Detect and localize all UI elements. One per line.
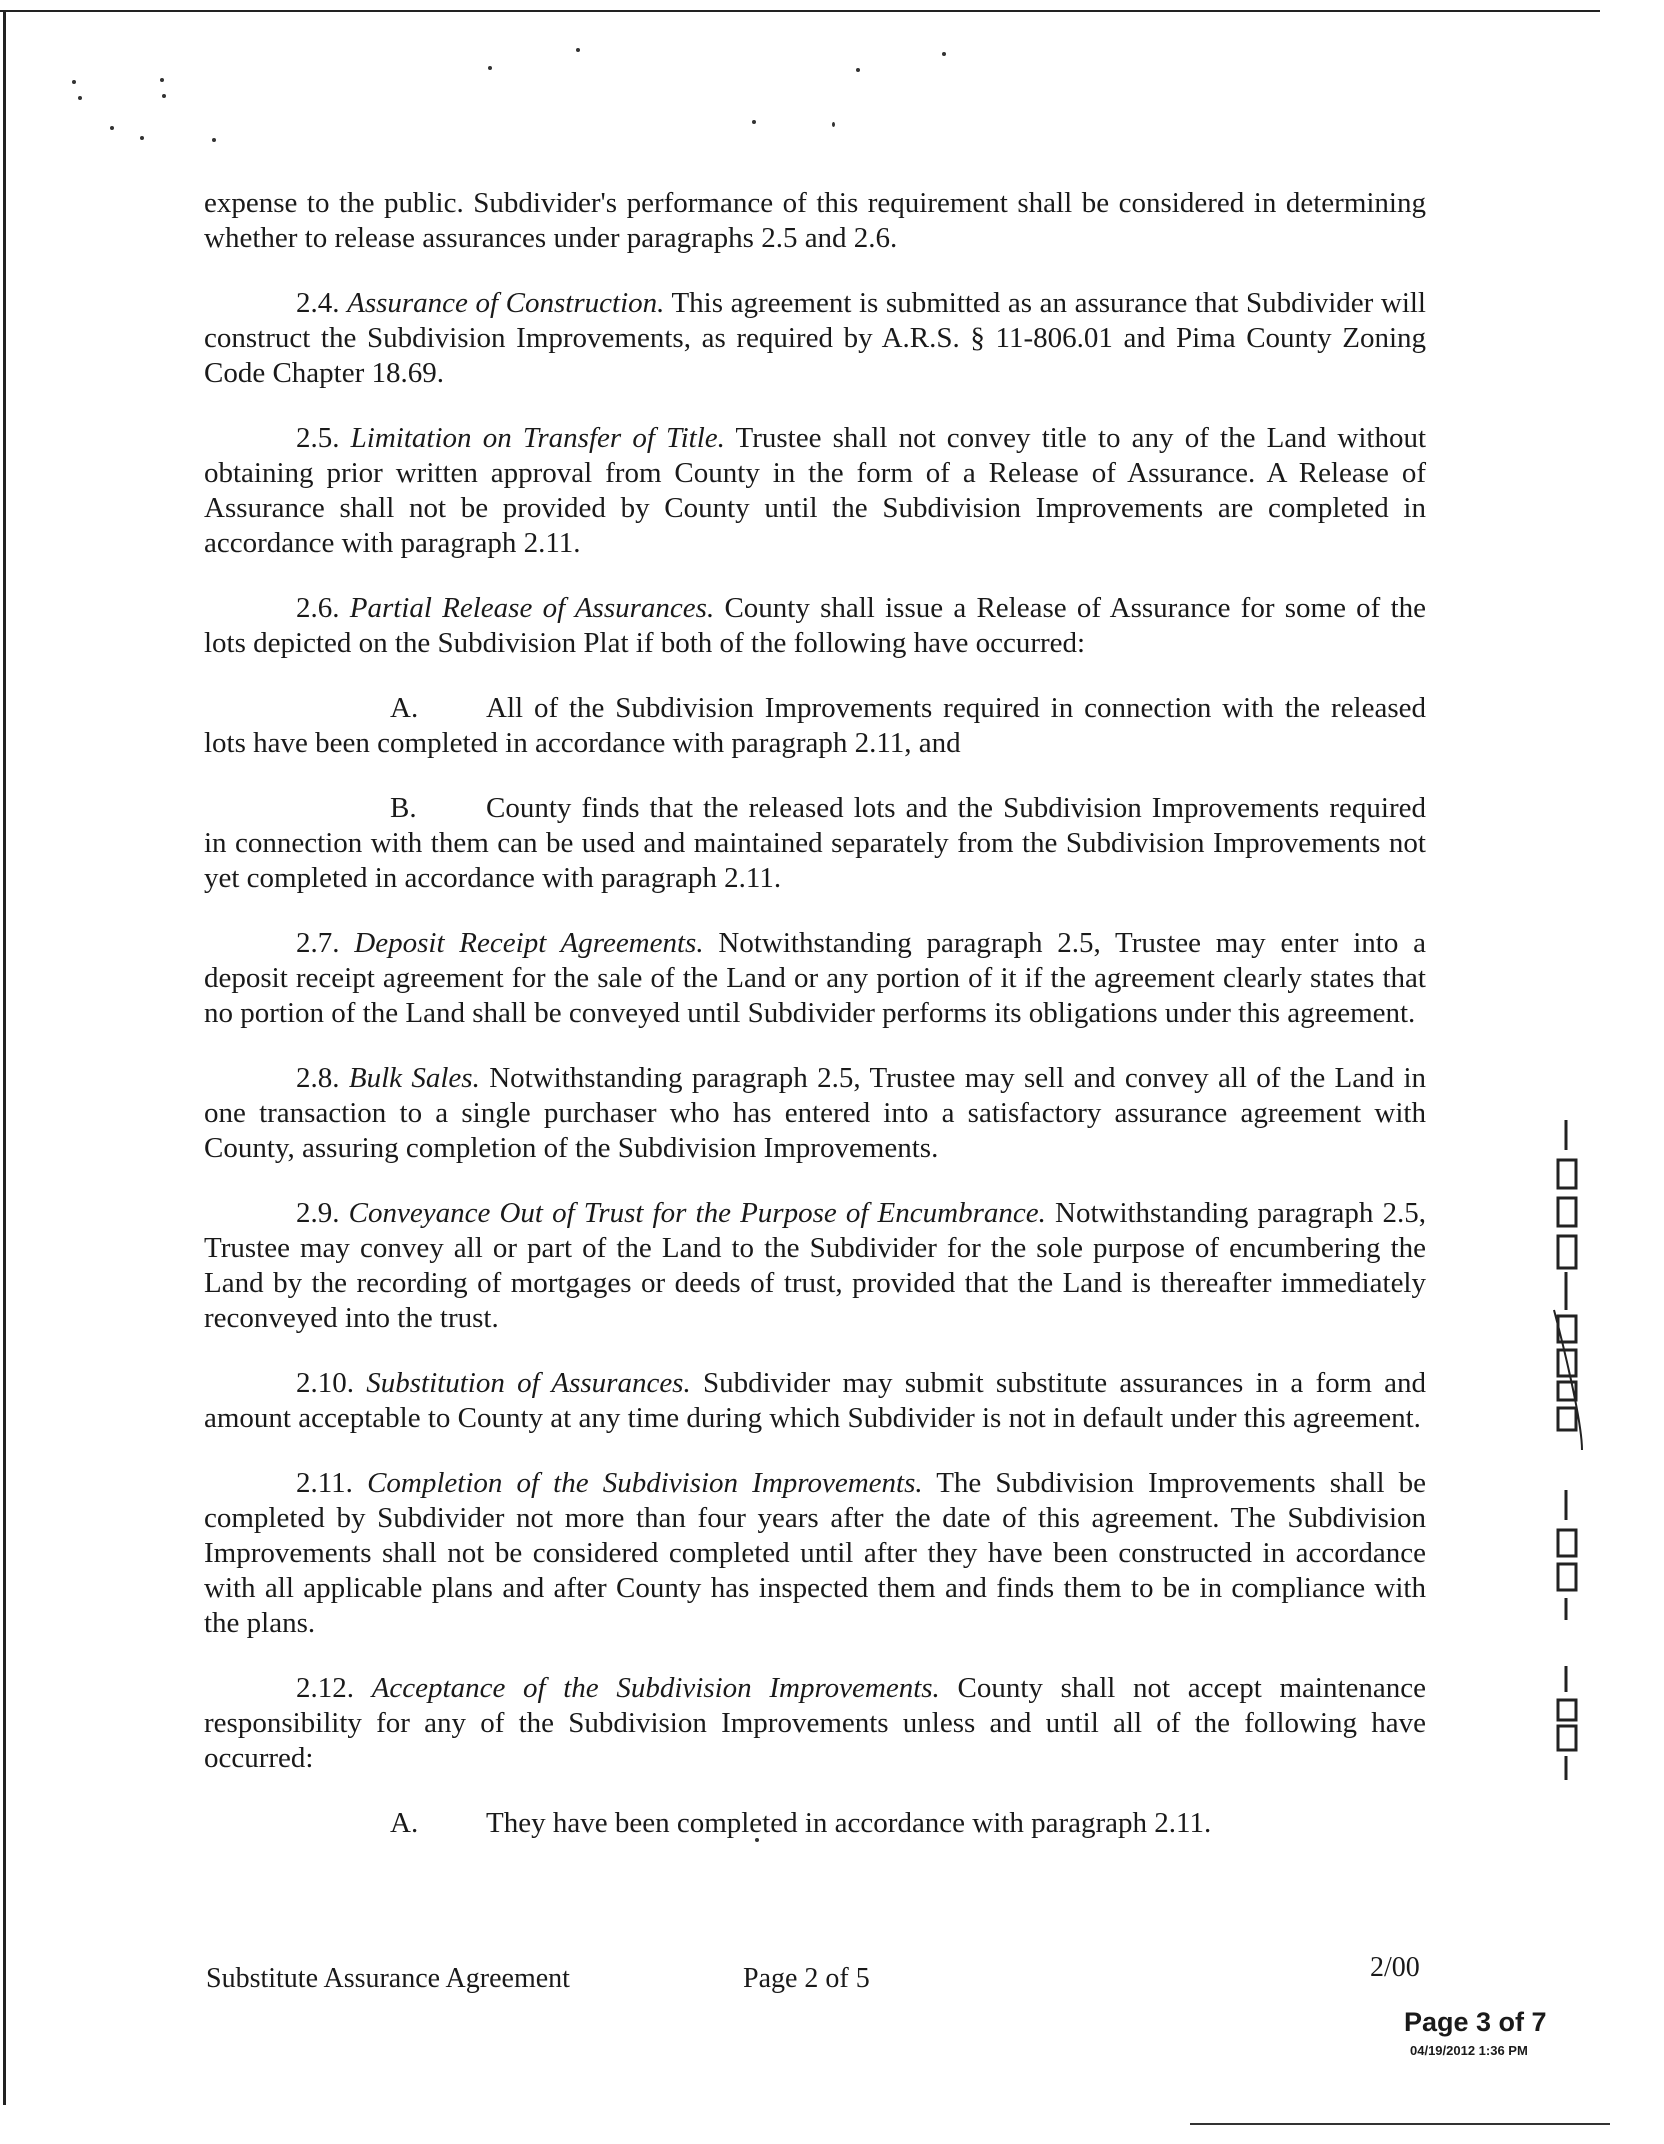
section-text: Trustee shall not convey title to any of the Land without obtaining prior written approval from County in the form of a Release of Assurance. A Release of Assurance shall not be provided by County until the Subdivision Improvements are completed in accordance with paragraph 2.11. [204,422,1426,559]
section-title: Deposit Receipt Agreements. [354,927,704,959]
scan-border-bottom [1190,2123,1610,2125]
scan-speck [72,80,76,84]
footer-page-number: Page 2 of 5 [743,1963,870,1994]
scan-speck [110,126,114,130]
section-text: This agreement is submitted as an assurance that Subdivider will construct the Subdivision Improvements, as required by A.R.S. § 11-806.01 and Pima County Zoning Code Chapter 18.69. [204,287,1426,389]
subparagraph [204,791,1426,896]
section-title: Acceptance of the Subdivision Improvements. [371,1672,940,1704]
document-body [204,186,1426,1871]
section-number: 2.11. [296,1467,353,1499]
section-number: 2.10. [296,1367,354,1399]
scan-border-top [0,10,1600,12]
section-title: Conveyance Out of Trust for the Purpose of Encumbrance. [348,1197,1046,1229]
section-paragraph [204,1466,1426,1641]
subparagraph-letter: A. [390,1807,419,1839]
section-number: 2.12. [296,1672,354,1704]
subparagraph [204,1806,1426,1841]
scan-speck [78,96,82,100]
scan-speck [140,136,144,140]
paragraph-text: expense to the public. Subdivider's performance of this requirement shall be considered in determining whether to release assurances under paragraphs 2.5 and 2.6. [204,187,1426,254]
paragraph-continuation [204,186,1426,256]
section-title: Limitation on Transfer of Title. [350,422,725,454]
section-title: Bulk Sales. [348,1062,480,1094]
recording-number-stamp [1552,1120,1602,1820]
section-paragraph [204,926,1426,1031]
section-text: Notwithstanding paragraph 2.5, Trustee may sell and convey all of the Land in one transaction to a single purchaser who has entered into a satisfactory assurance agreement with County, assuring completion of the Subdivision Improvements. [204,1062,1427,1164]
scan-speck [752,120,756,124]
section-text: Subdivider may submit substitute assurances in a form and amount acceptable to County at any time during which Subdivider is not in default under this agreement. [204,1367,1427,1434]
subparagraph-text: County finds that the released lots and the Subdivision Improvements required in connection with them can be used and maintained separately from the Subdivision Improvements not yet completed in accordance with paragraph 2.11. [204,792,1426,894]
section-number: 2.5. [296,422,340,454]
section-paragraph [204,1671,1426,1776]
scan-border-left [3,10,6,2105]
section-paragraph [204,1061,1426,1166]
section-paragraph [204,1196,1426,1336]
subparagraph-text: They have been completed in accordance with paragraph 2.11. [486,1807,1212,1839]
section-text: County shall not accept maintenance responsibility for any of the Subdivision Improvements unless and until all of the following have occurred: [204,1672,1427,1774]
section-title: Substitution of Assurances. [366,1367,691,1399]
scan-speck [576,48,580,52]
footer-revision: 2/00 [1370,1952,1420,1983]
section-text: Notwithstanding paragraph 2.5, Trustee may convey all or part of the Land to the Subdivider for the sole purpose of encumbering the Land by the recording of mortgages or deeds of trust, provided that the Land is thereafter immediately reconveyed into the trust. [204,1197,1427,1334]
subparagraph [204,691,1426,761]
section-text: The Subdivision Improvements shall be completed by Subdivider not more than four years after the date of this agreement. The Subdivision Improvements shall not be considered completed until after they have been constructed in accordance with all applicable plans and after County has inspected them and finds them to be in compliance with the plans. [204,1467,1426,1639]
section-number: 2.6. [296,592,340,624]
section-number: 2.7. [296,927,340,959]
section-text: Notwithstanding paragraph 2.5, Trustee may enter into a deposit receipt agreement for the sale of the Land or any portion of it if the agreement clearly states that no portion of the Land shall be conveyed until Subdivider performs its obligations under this agreement. [204,927,1426,1029]
section-text: County shall issue a Release of Assurance for some of the lots depicted on the Subdivision Plat if both of the following have occurred: [204,592,1427,659]
scan-speck [162,94,166,98]
section-number: 2.8. [296,1062,340,1094]
scan-speck [488,66,492,70]
scan-speck [832,122,835,127]
subparagraph-text: All of the Subdivision Improvements required in connection with the released lots have been completed in accordance with paragraph 2.11, and [204,692,1426,759]
section-title: Completion of the Subdivision Improvements. [367,1467,923,1499]
scan-speck [212,138,216,142]
section-title: Partial Release of Assurances. [349,592,715,624]
section-paragraph [204,286,1426,391]
scan-speck [942,52,946,56]
scan-speck [160,78,164,82]
section-paragraph [204,421,1426,561]
section-number: 2.4. [296,287,340,319]
stamp-page-count: Page 3 of 7 [1404,2007,1547,2037]
section-title: Assurance of Construction. [347,287,665,319]
subparagraph-letter: B. [390,792,417,824]
footer-doc-name: Substitute Assurance Agreement [206,1963,570,1994]
stamp-datetime: 04/19/2012 1:36 PM [1410,2043,1528,2058]
subparagraph-letter: A. [390,692,419,724]
scan-speck [856,68,860,72]
section-paragraph [204,1366,1426,1436]
section-number: 2.9. [296,1197,340,1229]
section-paragraph [204,591,1426,661]
